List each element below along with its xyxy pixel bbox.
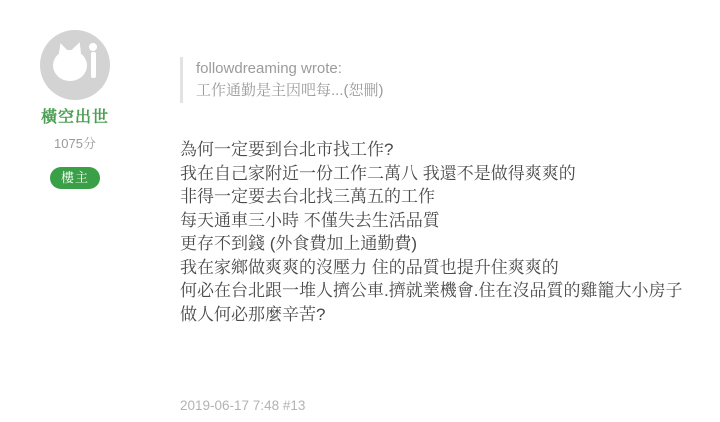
pencil-bar-icon [91,52,96,78]
post-body [180,138,700,326]
post-line: 我在家鄉做爽爽的沒壓力 住的品質也提升住爽爽的 [180,257,559,277]
original-poster-badge: 樓主 [50,167,100,189]
user-avatar[interactable] [40,30,110,100]
post-line: 非得一定要去台北找三萬五的工作 [180,187,435,206]
author-column [0,30,150,422]
quoted-reply [180,57,700,103]
post-line: 我在自己家附近一份工作二萬八 我還不是做得爽爽的 [180,163,576,183]
quote-header: followdreaming wrote: [196,60,342,77]
post-timestamp: 2019-06-17 7:48 #13 [180,398,306,413]
post-line: 何必在台北跟一堆人擠公車.擠就業機會.住在沒品質的雞籠大小房子 [180,281,683,300]
post-line: 為何一定要到台北市找工作? [180,140,394,159]
author-username[interactable]: 橫空出世 [40,109,109,126]
author-points: 1075分 [54,136,96,151]
quote-body: 工作通勤是主因吧每...(恕刪) [196,82,384,99]
post-line: 更存不到錢 (外食費加上通勤費) [180,234,418,253]
post-line: 每天通車三小時 不僅失去生活品質 [180,210,440,230]
cat-head-icon [53,50,87,81]
post-line: 做人何必那麼辛苦? [180,304,326,324]
post-content-column [150,30,720,422]
pencil-knob-icon [89,43,97,51]
